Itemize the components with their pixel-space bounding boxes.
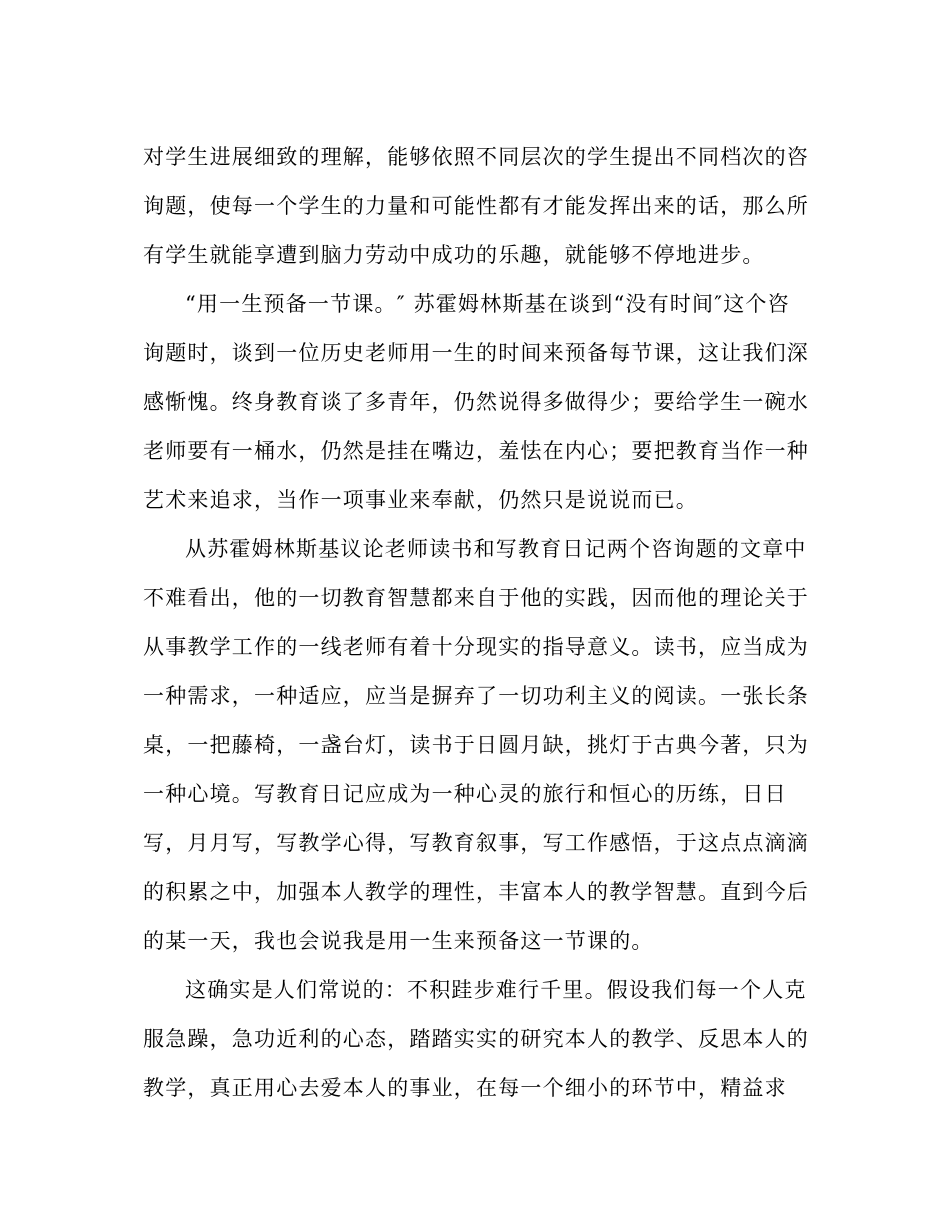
text-line: 感惭愧。终身教育谈了多青年，仍然说得多做得少；要给学生一碗水 bbox=[143, 390, 809, 414]
text-line: 老师要有一桶水，仍然是挂在嘴边，羞怯在内心；要把教育当作一种 bbox=[143, 439, 809, 463]
text-line: 不难看出，他的一切教育智慧都来自于他的实践，因而他的理论关于 bbox=[143, 586, 809, 610]
text-line: 询题时，谈到一位历史老师用一生的时间来预备每节课，这让我们深 bbox=[143, 341, 809, 365]
text-line: 的积累之中，加强本人教学的理性，丰富本人的教学智慧。直到今后 bbox=[143, 880, 809, 904]
text-line: 从事教学工作的一线老师有着十分现实的指导意义。读书，应当成为 bbox=[143, 635, 809, 659]
text-line: 艺术来追求，当作一项事业来奉献，仍然只是说说而已。 bbox=[143, 488, 698, 512]
text-line: 一种心境。写教育日记应成为一种心灵的旅行和恒心的历练，日日 bbox=[143, 782, 787, 806]
text-line: 对学生进展细致的理解，能够依照不同层次的学生提出不同档次的咨 bbox=[143, 145, 809, 169]
text-line: 从苏霍姆林斯基议论老师读书和写教育日记两个咨询题的文章中 bbox=[185, 537, 807, 561]
text-line: 一种需求，一种适应，应当是摒弃了一切功利主义的阅读。一张长条 bbox=[143, 684, 809, 708]
text-line: 这确实是人们常说的：不积跬步难行千里。假设我们每一个人克 bbox=[185, 978, 807, 1002]
text-line: “用一生预备一节课。″ 苏霍姆林斯基在谈到“没有时间″这个咨 bbox=[185, 292, 790, 316]
text-line: 服急躁，急功近利的心态，踏踏实实的研究本人的教学、反思本人的 bbox=[143, 1027, 809, 1051]
text-line: 有学生就能享遭到脑力劳动中成功的乐趣，就能够不停地进步。 bbox=[143, 243, 765, 267]
text-line: 教学，真正用心去爱本人的事业，在每一个细小的环节中，精益求 bbox=[143, 1076, 787, 1100]
text-line: 桌，一把藤椅，一盏台灯，读书于日圆月缺，挑灯于古典今著，只为 bbox=[143, 733, 809, 757]
text-line: 的某一天，我也会说我是用一生来预备这一节课的。 bbox=[143, 929, 654, 953]
text-line: 写，月月写，写教学心得，写教育叙事，写工作感悟，于这点点滴滴 bbox=[143, 831, 809, 855]
text-line: 询题，使每一个学生的力量和可能性都有才能发挥出来的话，那么所 bbox=[143, 194, 809, 218]
